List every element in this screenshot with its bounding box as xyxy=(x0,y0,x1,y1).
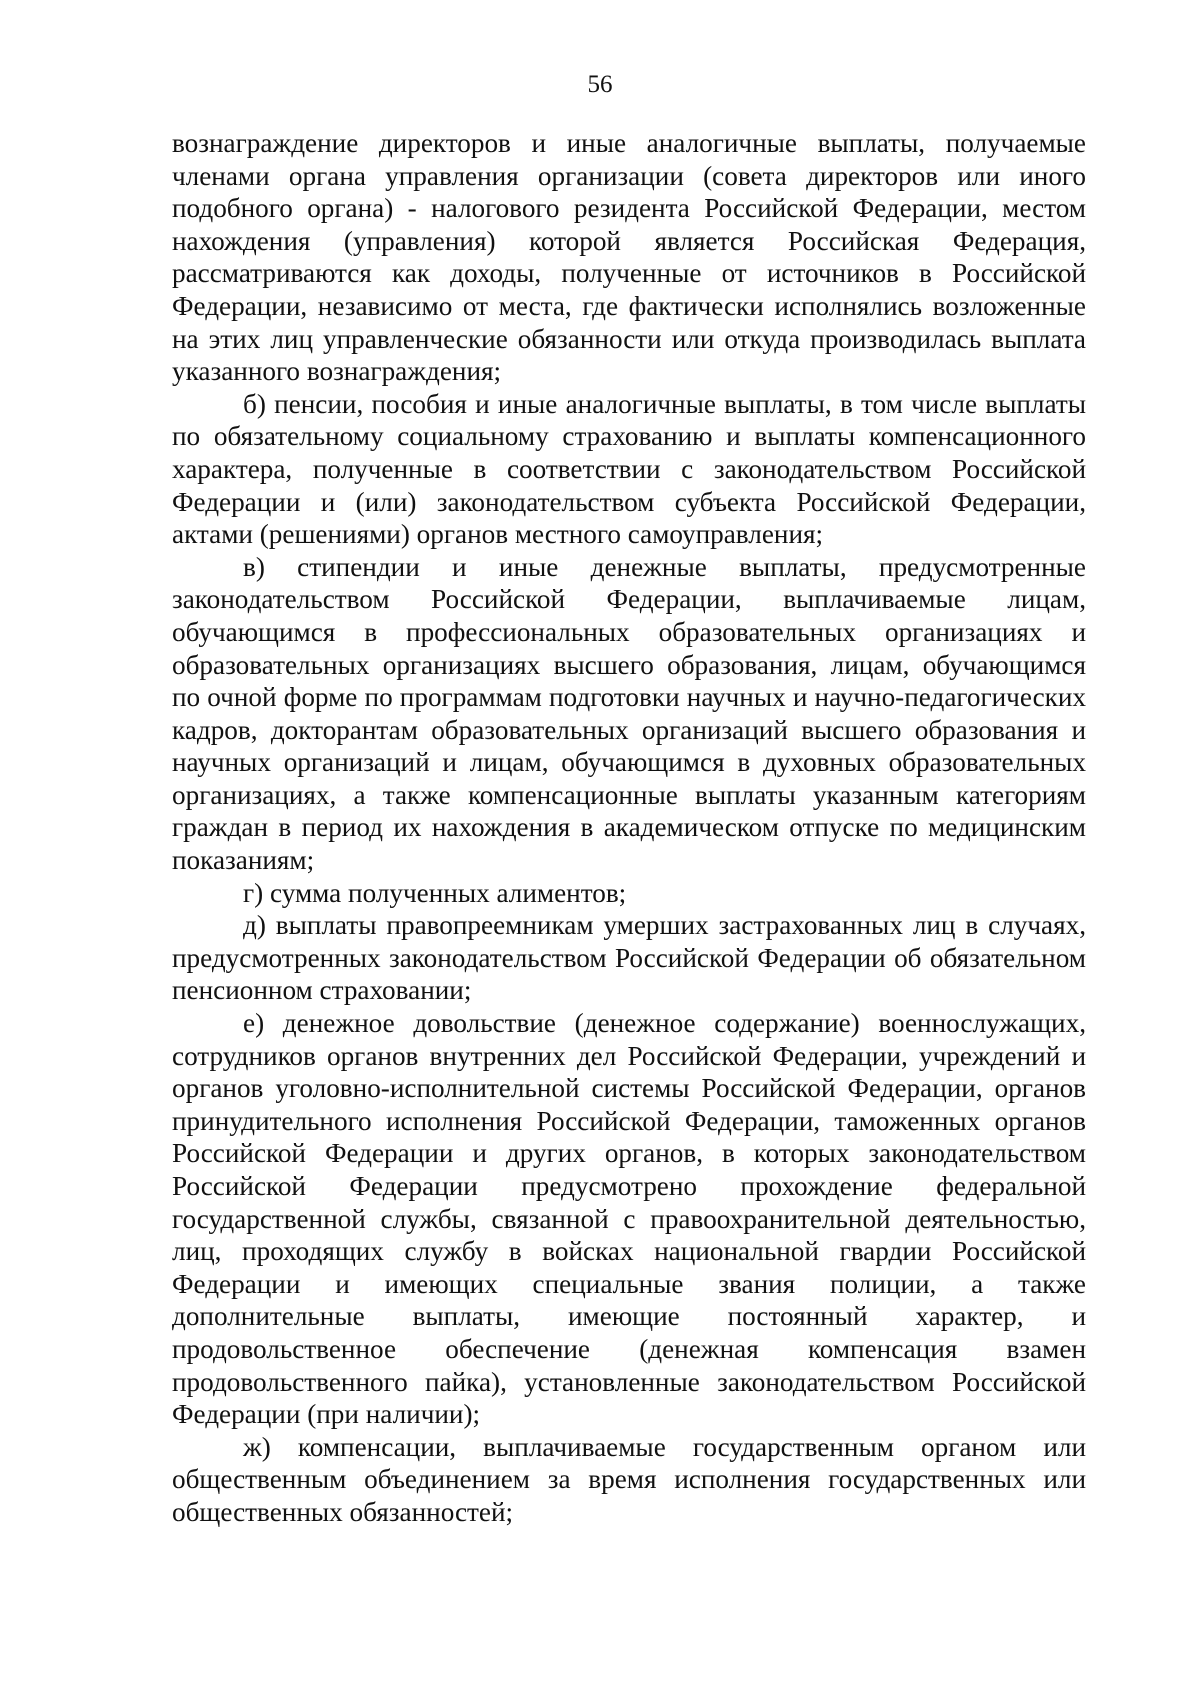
paragraph-item-g: г) сумма полученных алиментов; xyxy=(243,877,627,908)
paragraph-continuation: вознаграждение директоров и иные аналогичные выплаты, получаемые членами органа управления организации (совета директоров или иного подобного органа) - налогового резидента Российской Федерации, местом нахождения (управления) которой является Российская Федерация, рассматриваются как доходы, полученные от источников в Российской Федерации, независимо от места, где фактически исполнялись возложенные на этих лиц управленческие обязанности или откуда производилась выплата указанного вознаграждения; xyxy=(172,128,1086,387)
paragraph-item-zh: ж) компенсации, выплачиваемые государственным органом или общественным объединением за время исполнения государственных или общественных обязанностей; xyxy=(172,1431,1086,1527)
paragraph-item-b: б) пенсии, пособия и иные аналогичные выплаты, в том числе выплаты по обязательному социальному страхованию и выплаты компенсационного характера, полученные в соответствии с законодательством Российской Федерации и (или) законодательством субъекта Российской Федерации, актами (решениями) органов местного самоуправления; xyxy=(172,388,1086,550)
paragraph-item-d: д) выплаты правопреемникам умерших застрахованных лиц в случаях, предусмотренных законодательством Российской Федерации об обязательном пенсионном страховании; xyxy=(172,910,1086,1006)
paragraph-item-e: е) денежное довольствие (денежное содержание) военнослужащих, сотрудников органов внутренних дел Российской Федерации, учреждений и органов уголовно-исполнительной системы Российской Федерации, органов принудительного исполнения Российской Федерации, таможенных органов Российской Федерации и других органов, в которых законодательством Российской Федерации предусмотрено прохождение федеральной государственной службы, связанной с правоохранительной деятельностью, лиц, проходящих службу в войсках национальной гвардии Российской Федерации и имеющих специальные звания полиции, а также дополнительные выплаты, имеющие постоянный характер, и продовольственное обеспечение (денежная компенсация взамен продовольственного пайка), установленные законодательством Российской Федерации (при наличии); xyxy=(172,1008,1086,1430)
document-body xyxy=(172,127,1086,1529)
page-number: 56 xyxy=(587,71,613,98)
paragraph-item-v: в) стипендии и иные денежные выплаты, предусмотренные законодательством Российской Федерации, выплачиваемые лицам, обучающимся в профессиональных образовательных организациях и образовательных организациях высшего образования, лицам, обучающимся по очной форме по программам подготовки научных и научно-педагогических кадров, докторантам образовательных организаций высшего образования и научных организаций и лицам, обучающимся в духовных образовательных организациях, а также компенсационные выплаты указанным категориям граждан в период их нахождения в академическом отпуске по медицинским показаниям; xyxy=(172,551,1086,876)
